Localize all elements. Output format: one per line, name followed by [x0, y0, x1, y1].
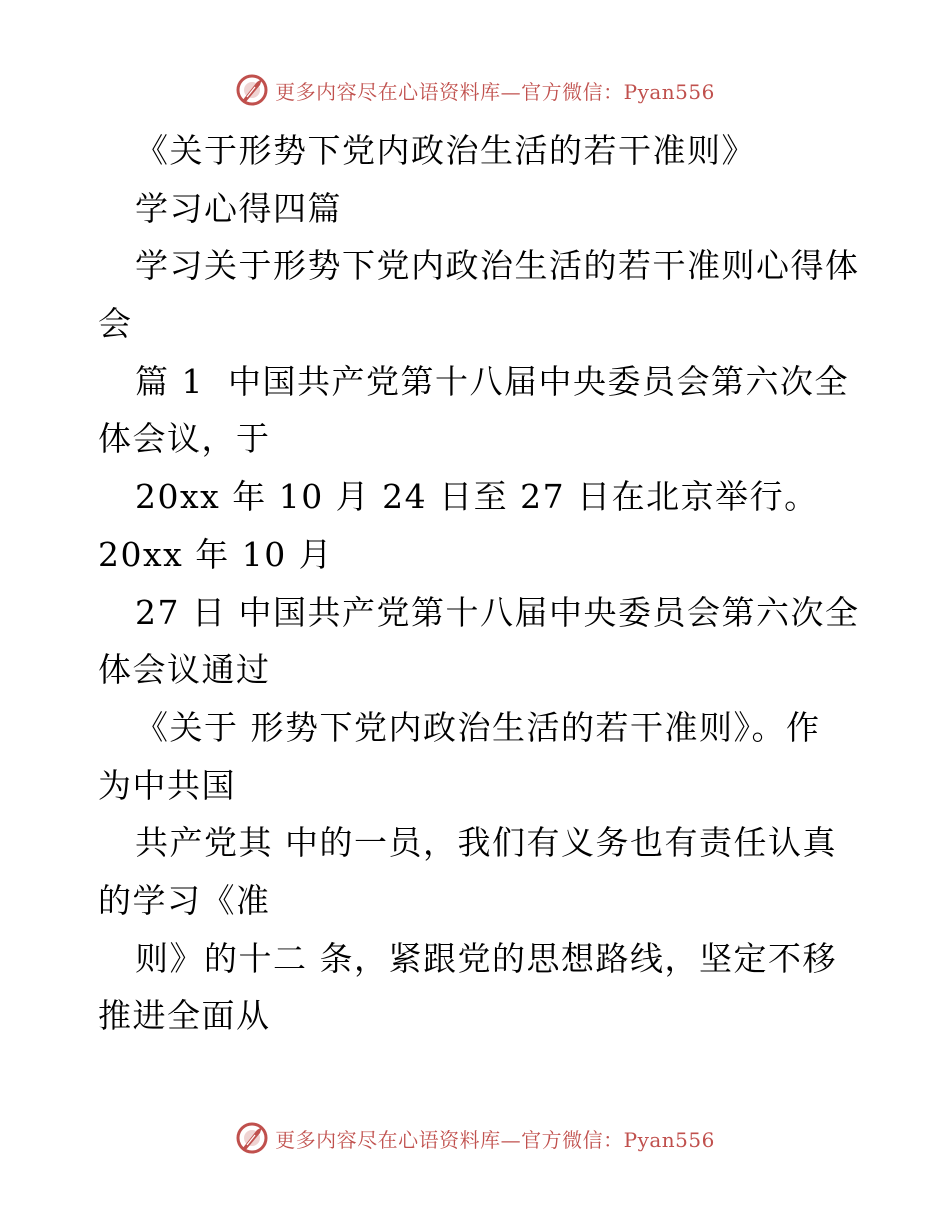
text-line: 学习关于形势下党内政治生活的若干准则心得体: [135, 246, 860, 286]
text-line: 会: [98, 304, 133, 344]
text-line: 20xx 年 10 月 24 日至 27 日在北京举行。: [135, 477, 819, 517]
text-line: 体会议，于: [98, 419, 271, 459]
text-line: 篇 1 中国共产党第十八届中央委员会第六次全: [135, 361, 849, 401]
header-banner: [0, 70, 950, 110]
text-line: 为中共国: [98, 765, 236, 805]
text-line: 20xx 年 10 月: [98, 534, 334, 574]
footer-banner: [0, 1118, 950, 1158]
footer-banner-text: 更多内容尽在心语资料库—官方微信：Pyan556: [275, 1127, 715, 1152]
text-line: 推进全面从: [98, 996, 271, 1036]
text-line: 的学习《准: [98, 880, 271, 920]
text-line: 体会议通过: [98, 650, 271, 690]
document-subtitle-line: 学习心得四篇: [135, 188, 342, 228]
text-line: 《关于 形势下党内政治生活的若干准则》。作: [135, 707, 821, 747]
text-line: 27 日 中国共产党第十八届中央委员会第六次全: [135, 592, 860, 632]
quill-pen-logo-icon: [235, 73, 269, 107]
document-body: [98, 122, 868, 1045]
text-line: 则》的十二 条，紧跟党的思想路线，坚定不移: [135, 938, 837, 978]
text-line: 共产党其 中的一员，我们有义务也有责任认真: [135, 823, 837, 863]
header-banner-text: 更多内容尽在心语资料库—官方微信：Pyan556: [275, 79, 715, 104]
document-title-line: 《关于形势下党内政治生活的若干准则》: [135, 131, 756, 170]
quill-pen-logo-icon: [235, 1121, 269, 1155]
